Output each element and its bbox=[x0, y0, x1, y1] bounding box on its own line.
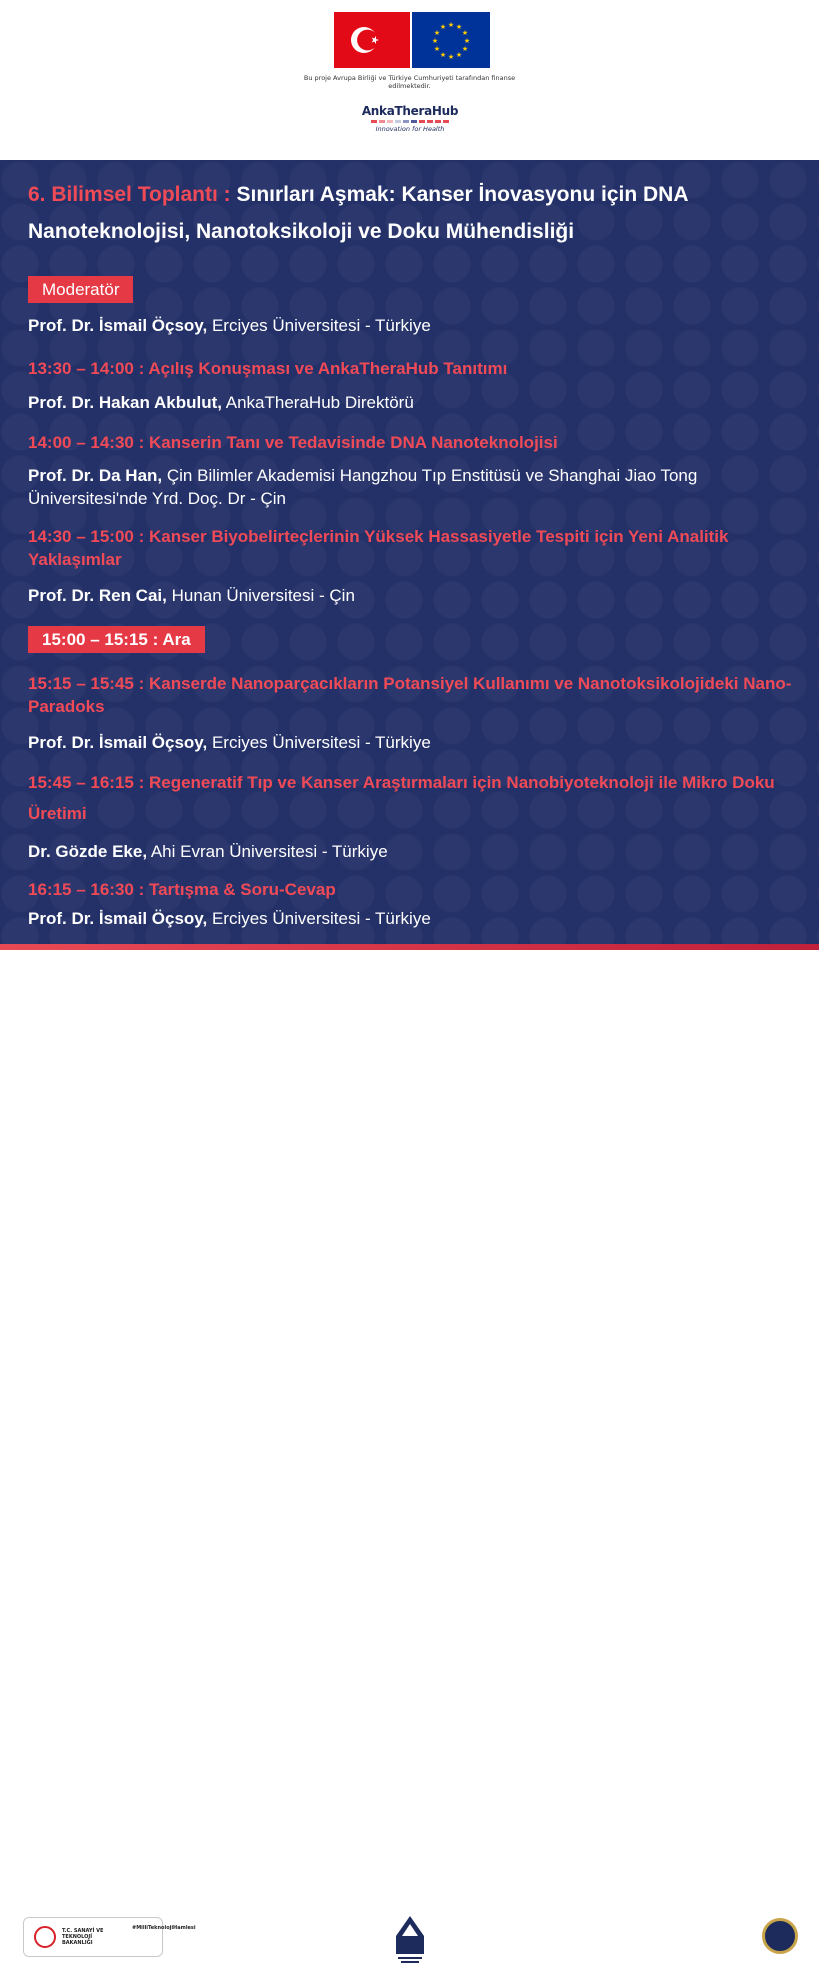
break-badge: 15:00 – 15:15 : Ara bbox=[28, 626, 205, 653]
moderator-line bbox=[28, 314, 798, 337]
speaker-name: Prof. Dr. İsmail Öçsoy, bbox=[28, 733, 208, 752]
ministry-emblem-icon bbox=[34, 1926, 56, 1948]
svg-text:★: ★ bbox=[447, 53, 455, 61]
moderator-name: Prof. Dr. İsmail Öçsoy, bbox=[28, 316, 208, 335]
speaker-line bbox=[28, 584, 798, 607]
speaker-affiliation: AnkaTheraHub Direktörü bbox=[225, 393, 414, 412]
speaker-name: Dr. Gözde Eke, bbox=[28, 842, 148, 861]
session-title: 15:45 – 16:15 : Regeneratif Tıp ve Kanser Araştırmaları için Nanobiyoteknoloji ile Mikro Doku Üretimi bbox=[28, 773, 775, 823]
speaker-affiliation: Erciyes Üniversitesi - Türkiye bbox=[211, 909, 431, 928]
footer bbox=[0, 950, 819, 1946]
event-title-text: Sınırları Aşmak: Kanser İnovasyonu için DNA Nanoteknolojisi, Nanotoksikoloji ve Doku Mühendisliği bbox=[28, 183, 688, 243]
moderator-affiliation: Erciyes Üniversitesi - Türkiye bbox=[211, 316, 431, 335]
development-agency-logo bbox=[394, 1914, 426, 1964]
session-title: 13:30 – 14:00 : Açılış Konuşması ve AnkaTheraHub Tanıtımı bbox=[28, 359, 508, 378]
svg-text:★: ★ bbox=[431, 37, 439, 45]
university-seal-icon bbox=[762, 1918, 798, 1954]
ministry-logo bbox=[23, 1917, 196, 1957]
svg-text:★: ★ bbox=[433, 45, 441, 53]
speaker-line bbox=[28, 464, 798, 510]
ministry-hashtag: #MilliTeknolojiHamlesi bbox=[132, 1925, 196, 1931]
turkey-flag-icon bbox=[334, 12, 410, 68]
speaker-affiliation: Hunan Üniversitesi - Çin bbox=[171, 586, 355, 605]
ankatherahub-logo bbox=[352, 104, 468, 133]
speaker-affiliation: Çin Bilimler Akademisi Hangzhou Tıp Enstitüsü ve Shanghai Jiao Tong Üniversitesi'nde Yrd. Doç. Dr - Çin bbox=[28, 466, 698, 508]
event-title-prefix: 6. Bilimsel Toplantı : bbox=[28, 183, 231, 206]
session-title: 14:00 – 14:30 : Kanserin Tanı ve Tedavisinde DNA Nanoteknolojisi bbox=[28, 433, 558, 452]
eu-flag-icon bbox=[412, 12, 490, 68]
speaker-line bbox=[28, 907, 798, 930]
svg-text:★: ★ bbox=[455, 51, 463, 59]
ministry-name: T.C. SANAYİ VE TEKNOLOJİ BAKANLIĞI bbox=[62, 1928, 104, 1946]
speaker-affiliation: Erciyes Üniversitesi - Türkiye bbox=[211, 733, 431, 752]
svg-text:★: ★ bbox=[433, 29, 441, 37]
svg-text:★: ★ bbox=[439, 23, 447, 31]
moderator-badge: Moderatör bbox=[28, 276, 133, 303]
speaker-name: Prof. Dr. Da Han, bbox=[28, 466, 163, 485]
svg-text:★: ★ bbox=[455, 23, 463, 31]
session-title: 15:15 – 15:45 : Kanserde Nanoparçacıkların Potansiyel Kullanımı ve Nanotoksikolojideki Nano-Paradoks bbox=[28, 674, 792, 716]
session-title: 16:15 – 16:30 : Tartışma & Soru-Cevap bbox=[28, 880, 336, 899]
eu-funding-note: Bu proje Avrupa Birliği ve Türkiye Cumhuriyeti tarafından finanse edilmektedir. bbox=[303, 74, 516, 90]
event-title bbox=[28, 176, 798, 250]
session-title: 14:30 – 15:00 : Kanser Biyobelirteçlerinin Yüksek Hassasiyetle Tespiti için Yeni Analitik Yaklaşımlar bbox=[28, 527, 729, 569]
speaker-line bbox=[28, 391, 798, 414]
svg-text:★: ★ bbox=[461, 29, 469, 37]
speaker-name: Prof. Dr. Hakan Akbulut, bbox=[28, 393, 222, 412]
speaker-line bbox=[28, 731, 798, 754]
logo-dots bbox=[352, 120, 468, 123]
logo-wordmark: AnkaTheraHub bbox=[361, 104, 459, 118]
svg-text:★: ★ bbox=[463, 37, 471, 45]
svg-text:★: ★ bbox=[447, 21, 455, 29]
speaker-line bbox=[28, 840, 798, 863]
speaker-name: Prof. Dr. İsmail Öçsoy, bbox=[28, 909, 208, 928]
svg-text:★: ★ bbox=[439, 51, 447, 59]
header bbox=[0, 0, 819, 160]
logo-tagline: Innovation for Health bbox=[375, 125, 445, 133]
speaker-name: Prof. Dr. Ren Cai, bbox=[28, 586, 167, 605]
svg-text:★: ★ bbox=[461, 45, 469, 53]
speaker-affiliation: Ahi Evran Üniversitesi - Türkiye bbox=[150, 842, 388, 861]
